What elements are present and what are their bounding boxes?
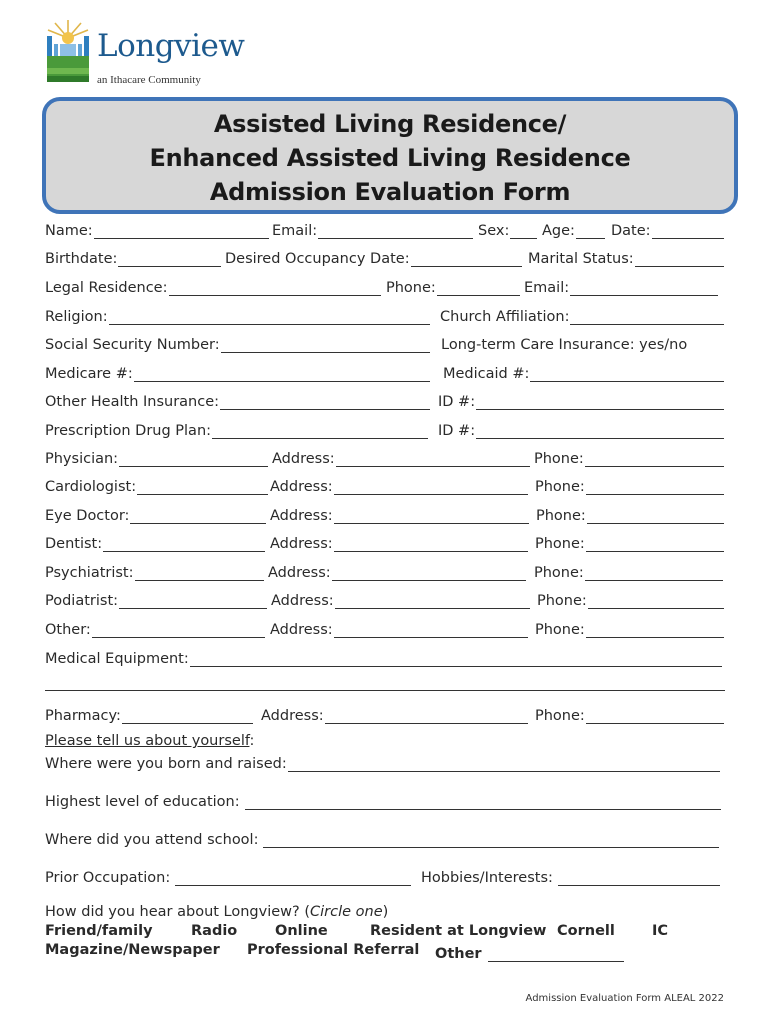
medicare-line[interactable] [134,367,430,382]
born-field[interactable] [45,752,720,772]
about-heading-colon: : [249,733,255,749]
dentist-phone-line[interactable] [586,537,724,552]
hobbies-field[interactable] [421,866,720,886]
row-school [45,828,724,850]
logo-wordmark: Longview [97,28,245,64]
other-provider-field[interactable] [45,618,265,638]
address-label: Address: [270,622,333,638]
marital-status-label: Marital Status: [528,251,634,267]
medicaid-line[interactable] [530,367,724,382]
physician-phone-line[interactable] [585,452,724,467]
name-label: Name: [45,223,93,239]
option-radio[interactable]: Radio [191,923,238,939]
religion-line[interactable] [109,310,430,325]
birthdate-field[interactable] [45,247,221,267]
podiatrist-address-field[interactable] [271,589,530,609]
row-other-insurance [45,390,724,412]
address-label: Address: [270,508,333,524]
other-insurance-line[interactable] [220,395,430,410]
physician-address-field[interactable] [272,447,530,467]
row-name [45,219,724,241]
pharmacy-address-line[interactable] [325,709,528,724]
row-education [45,790,724,812]
option-online[interactable]: Online [275,923,328,939]
name-line[interactable] [94,224,269,239]
row-physician [45,447,724,469]
hear-question: How did you hear about Longview? ( [45,904,310,920]
address-label: Address: [270,536,333,552]
prescription-label: Prescription Drug Plan: [45,423,212,439]
medicare-label: Medicare #: [45,366,133,382]
longview-logo [45,18,275,90]
hear-close-paren: ) [382,904,389,920]
church-field[interactable] [440,305,724,325]
id-line[interactable] [476,395,724,410]
email2-line[interactable] [570,281,718,296]
podiatrist-line[interactable] [119,594,267,609]
title-line-3: Admission Evaluation Form [209,178,571,206]
phone-line[interactable] [437,281,520,296]
cardiologist-address-field[interactable] [270,475,528,495]
church-line[interactable] [570,310,724,325]
born-line[interactable] [288,757,720,772]
address-label: Address: [270,479,333,495]
sex-label: Sex: [478,223,510,239]
row-birthdate [45,247,724,269]
option-professional-referral[interactable]: Professional Referral [247,942,420,958]
psychiatrist-field[interactable] [45,561,264,581]
school-line[interactable] [263,833,719,848]
ltc-insurance-field[interactable] [441,333,725,353]
medicaid-label: Medicaid #: [443,366,530,382]
sex-line[interactable] [510,224,537,239]
cardiologist-phone-line[interactable] [586,480,724,495]
phone-label: Phone: [386,280,436,296]
occupation-line[interactable] [175,871,411,886]
prescription-line[interactable] [212,424,428,439]
ssn-line[interactable] [221,338,430,353]
psychiatrist-label: Psychiatrist: [45,565,134,581]
other-provider-address-line[interactable] [334,623,528,638]
option-friend-family[interactable]: Friend/family [45,923,153,939]
address-label: Address: [261,708,324,724]
marital-status-line[interactable] [635,252,724,267]
row-cardiologist [45,475,724,497]
row-other-provider [45,618,724,640]
psychiatrist-phone-field[interactable] [534,561,723,581]
cardiologist-field[interactable] [45,475,268,495]
dentist-label: Dentist: [45,536,103,552]
row-occupation [45,866,724,888]
church-label: Church Affiliation: [440,309,570,325]
hear-circle-instruction: Circle one [310,904,383,920]
medical-equipment-field[interactable] [45,647,722,667]
other-provider-line[interactable] [92,623,265,638]
medical-equipment-label: Medical Equipment: [45,651,189,667]
physician-address-line[interactable] [336,452,530,467]
email2-label: Email: [524,280,570,296]
eye-doctor-address-field[interactable] [270,504,529,524]
id2-label: ID #: [438,423,476,439]
podiatrist-address-line[interactable] [335,594,530,609]
physician-field[interactable] [45,447,268,467]
pharmacy-label: Pharmacy: [45,708,121,724]
title-line-1: Assisted Living Residence/ [213,110,567,138]
psychiatrist-line[interactable] [135,566,264,581]
age-label: Age: [542,223,575,239]
title-line-2: Enhanced Assisted Living Residence [149,144,631,172]
cardiologist-label: Cardiologist: [45,479,137,495]
physician-label: Physician: [45,451,119,467]
eye-doctor-field[interactable] [45,504,266,524]
age-line[interactable] [576,224,605,239]
eye-doctor-label: Eye Doctor: [45,508,130,524]
name-field[interactable] [45,219,269,239]
psychiatrist-address-field[interactable] [268,561,526,581]
dentist-field[interactable] [45,532,265,552]
phone-label: Phone: [535,622,585,638]
eye-doctor-line[interactable] [130,509,266,524]
medicare-field[interactable] [45,362,430,382]
id2-field[interactable] [438,419,724,439]
eye-doctor-phone-line[interactable] [587,509,724,524]
age-field[interactable] [542,219,605,239]
legal-residence-line[interactable] [169,281,382,296]
psychiatrist-address-line[interactable] [332,566,526,581]
eye-doctor-phone-field[interactable] [536,504,724,524]
religion-field[interactable] [45,305,430,325]
podiatrist-field[interactable] [45,589,267,609]
born-label: Where were you born and raised: [45,756,287,772]
birthdate-label: Birthdate: [45,251,118,267]
occupation-field[interactable] [45,866,411,886]
other-provider-phone-field[interactable] [535,618,724,638]
phone-label: Phone: [534,565,584,581]
pharmacy-phone-field[interactable] [535,704,724,724]
school-label: Where did you attend school: [45,832,259,848]
row-podiatrist [45,589,724,611]
email2-field[interactable] [524,276,718,296]
pharmacy-phone-line[interactable] [586,709,724,724]
option-cornell[interactable]: Cornell [557,923,615,939]
row-psychiatrist [45,561,724,583]
education-label: Highest level of education: [45,794,240,810]
form-title-banner [42,97,738,214]
podiatrist-phone-field[interactable] [537,589,724,609]
cardiologist-address-line[interactable] [334,480,528,495]
legal-residence-label: Legal Residence: [45,280,168,296]
ssn-field[interactable] [45,333,430,353]
phone-label: Phone: [535,708,585,724]
phone-label: Phone: [537,593,587,609]
marital-status-field[interactable] [528,247,724,267]
phone-label: Phone: [534,451,584,467]
ssn-label: Social Security Number: [45,337,220,353]
dentist-address-line[interactable] [334,537,528,552]
row-legal-residence [45,276,724,298]
option-magazine[interactable]: Magazine/Newspaper [45,942,220,958]
date-line[interactable] [652,224,724,239]
row-pharmacy [45,704,724,726]
desired-occupancy-label: Desired Occupancy Date: [225,251,410,267]
legal-residence-field[interactable] [45,276,381,296]
option-other[interactable]: Other [435,946,482,962]
other-insurance-label: Other Health Insurance: [45,394,220,410]
other-provider-phone-line[interactable] [586,623,724,638]
row-medicare [45,362,724,384]
row-dentist [45,532,724,554]
date-field[interactable] [611,219,724,239]
longview-sun-window-icon [45,18,91,84]
about-heading: Please tell us about yourself [45,733,250,749]
psychiatrist-phone-line[interactable] [585,566,723,581]
religion-label: Religion: [45,309,108,325]
option-other-field[interactable] [435,942,624,962]
other-provider-label: Other: [45,622,91,638]
row-religion [45,305,724,327]
option-resident[interactable]: Resident at Longview [370,923,547,939]
address-label: Address: [268,565,331,581]
hobbies-label: Hobbies/Interests: [421,870,553,886]
address-label: Address: [271,593,334,609]
row-medical-equipment [45,647,724,669]
phone-label: Phone: [536,508,586,524]
education-line[interactable] [245,795,721,810]
podiatrist-label: Podiatrist: [45,593,119,609]
logo-tagline: an Ithacare Community [97,74,201,86]
ltc-insurance-label: Long-term Care Insurance: yes/no [441,337,688,353]
id2-line[interactable] [476,424,724,439]
row-hear-options-2 [45,942,724,964]
occupation-label: Prior Occupation: [45,870,171,886]
dentist-address-field[interactable] [270,532,528,552]
eye-doctor-address-line[interactable] [334,509,529,524]
hobbies-line[interactable] [558,871,720,886]
phone-field[interactable] [386,276,520,296]
podiatrist-phone-line[interactable] [588,594,724,609]
dentist-phone-field[interactable] [535,532,724,552]
date-label: Date: [611,223,651,239]
phone-label: Phone: [535,479,585,495]
email-line[interactable] [318,224,473,239]
option-other-line[interactable] [488,947,624,962]
address-label: Address: [272,451,335,467]
phone-label: Phone: [535,536,585,552]
row-born [45,752,724,774]
birthdate-line[interactable] [118,252,221,267]
sex-field[interactable] [478,219,537,239]
other-insurance-field[interactable] [45,390,430,410]
physician-line[interactable] [119,452,268,467]
desired-occupancy-line[interactable] [411,252,522,267]
dentist-line[interactable] [103,537,265,552]
footer-form-id: Admission Evaluation Form ALEAL 2022 [525,993,724,1004]
pharmacy-address-field[interactable] [261,704,528,724]
id-field[interactable] [438,390,724,410]
cardiologist-line[interactable] [137,480,268,495]
other-provider-address-field[interactable] [270,618,528,638]
row-eye-doctor [45,504,724,526]
email-label: Email: [272,223,318,239]
school-field[interactable] [45,828,719,848]
pharmacy-line[interactable] [122,709,253,724]
education-field[interactable] [45,790,721,810]
row-ssn [45,333,724,355]
email-field[interactable] [272,219,473,239]
row-prescription [45,419,724,441]
pharmacy-field[interactable] [45,704,253,724]
physician-phone-field[interactable] [534,447,724,467]
medicaid-field[interactable] [443,362,724,382]
desired-occupancy-field[interactable] [225,247,522,267]
cardiologist-phone-field[interactable] [535,475,724,495]
medical-equipment-line[interactable] [190,652,722,667]
id-label: ID #: [438,394,476,410]
prescription-field[interactable] [45,419,428,439]
medical-equipment-extra-line[interactable] [45,690,725,691]
option-ic[interactable]: IC [652,923,669,939]
